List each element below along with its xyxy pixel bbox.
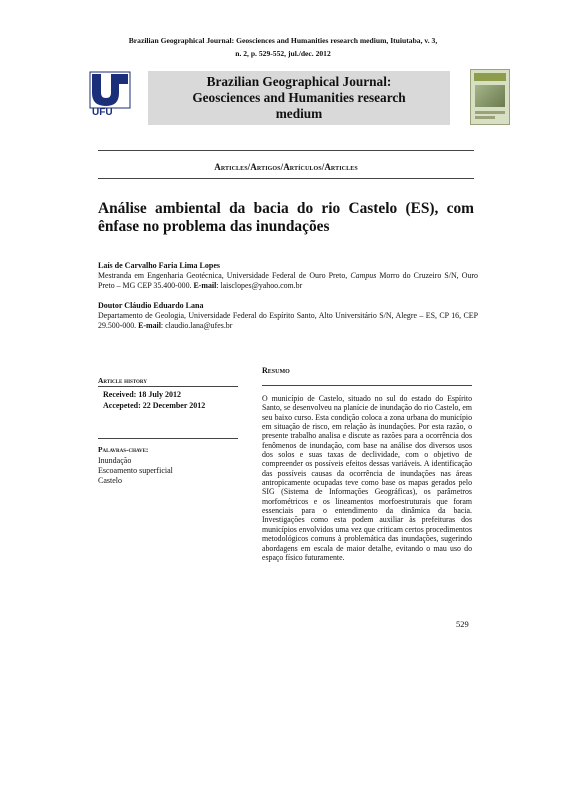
keywords-rule: [98, 438, 238, 439]
resumo-rule: [262, 385, 472, 386]
received-date: Received: 18 July 2012: [103, 390, 181, 399]
author-affiliation-2: Departamento de Geologia, Universidade Federal do Espírito Santo, Alto Universitário S/N, Alegre – ES, CP 16, CEP 29.500-000. E-mail: claudio.lana@ufes.br: [98, 311, 478, 331]
section-rule-top: [98, 150, 474, 151]
page-number: 529: [456, 619, 469, 629]
keywords-label: Palavras-chave:: [98, 445, 149, 454]
article-history-label: Article history: [98, 376, 147, 385]
journal-banner: [148, 71, 450, 125]
author-affiliation-1: Mestranda em Engenharia Geotécnica, Universidade Federal de Ouro Preto, Campus Morro do Cruzeiro S/N, Ouro Preto – MG CEP 35.400-000. E-mail: laisclopes@yahoo.com.br: [98, 271, 478, 291]
section-tag: Articles/Artigos/Artículos/Articles: [214, 162, 358, 172]
banner-line-2: Geosciences and Humanities research: [192, 90, 406, 105]
running-head-line-1: Brazilian Geographical Journal: Geosciences and Humanities research medium, Ituiutaba, v. 3,: [128, 36, 438, 45]
banner-line-1: Brazilian Geographical Journal:: [206, 74, 392, 89]
resumo-label: Resumo: [262, 366, 290, 375]
keyword-item: Inundação: [98, 456, 132, 465]
article-history-rule: [98, 386, 238, 387]
keyword-item: Escoamento superficial: [98, 466, 173, 475]
running-head: [60, 34, 506, 60]
accepted-date: Accepeted: 22 December 2012: [103, 401, 206, 410]
running-head-line-2: n. 2, p. 529-552, jul./dec. 2012: [235, 49, 331, 58]
ufu-emblem-icon: [88, 70, 132, 110]
section-rule-bottom: [98, 178, 474, 179]
keyword-item: Castelo: [98, 476, 122, 485]
logo-text: UFU: [92, 107, 113, 118]
journal-cover-thumbnail: [470, 69, 510, 125]
banner-line-3: medium: [275, 106, 323, 121]
abstract-text: O município de Castelo, situado no sul do estado do Espírito Santo, se desenvolveu na planície de inundação do rio Castelo, em seu baixo curso. Esta condição coloca a zona urbana do município em situação de risco, em relação às inundações. Por esta razão, o presente trabalho analisa e discute as razões para a ocorrência dos fenômenos de inundação, com base na análise dos diversos usos dos solos e suas taxas de declividade, com o objetivo de compreender os possíveis efeitos dessas variáveis. A identificação das possíveis causas da ocorrência de inundações nas áreas antropicamente ocupadas teve como base os mapas gerados pelo SIG (Sistema de Informações Geográficas), os parâmetros morfométricos e os lineamentos morfoestruturais que foram essenciais para o entendimento da dinâmica da bacia. Investigações como esta podem auxiliar às prefeituras dos municípios envolvidos uma vez que criticam certos procedimentos metodológicos comuns à problemática das inundações, sugerindo abordagens em escala de maior detalhe, evitando o mau uso do espaço físico futuramente.: [262, 394, 472, 562]
author-name-1: Laís de Carvalho Faria Lima Lopes: [98, 261, 221, 270]
article-title: Análise ambiental da bacia do rio Castelo (ES), com ênfase no problema das inundações: [98, 200, 474, 235]
author-name-2: Doutor Cláudio Eduardo Lana: [98, 301, 204, 310]
